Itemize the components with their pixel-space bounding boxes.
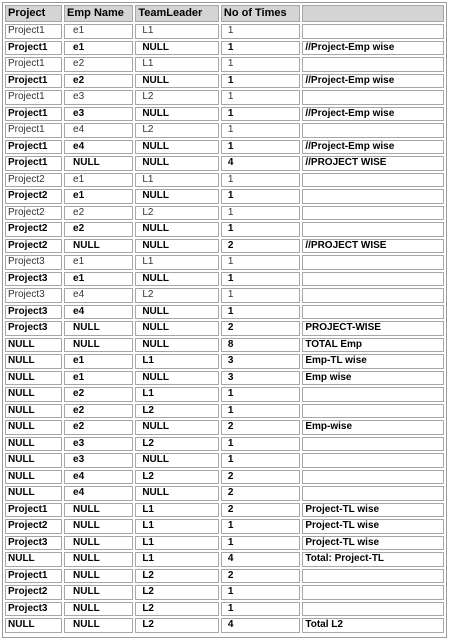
cell-note <box>302 288 444 303</box>
cell-note <box>302 255 444 270</box>
cell-team-leader: L1 <box>135 24 219 39</box>
table-row <box>5 57 444 72</box>
cell-team-leader: L2 <box>135 437 219 452</box>
cell-emp-name: e2 <box>64 206 133 221</box>
cell-no-of-times: 1 <box>221 437 300 452</box>
cell-note <box>302 189 444 204</box>
cell-note: Project-TL wise <box>302 519 444 534</box>
cell-team-leader: NULL <box>135 420 219 435</box>
table-row <box>5 288 444 303</box>
cell-note: Total: Project-TL <box>302 552 444 567</box>
table-row <box>5 305 444 320</box>
table-row <box>5 255 444 270</box>
cell-note <box>302 437 444 452</box>
cell-no-of-times: 2 <box>221 239 300 254</box>
cell-team-leader: NULL <box>135 156 219 171</box>
cell-project: Project3 <box>5 288 62 303</box>
table-row <box>5 189 444 204</box>
table-row <box>5 585 444 600</box>
header-no-of-times: No of Times <box>221 5 300 22</box>
cell-note <box>302 453 444 468</box>
result-table-frame <box>2 2 447 638</box>
table-row <box>5 486 444 501</box>
cell-emp-name: e1 <box>64 255 133 270</box>
header-row <box>5 5 444 22</box>
table-row <box>5 453 444 468</box>
cell-project: Project1 <box>5 74 62 89</box>
cell-project: Project2 <box>5 189 62 204</box>
table-row <box>5 206 444 221</box>
table-body <box>5 24 444 633</box>
cell-emp-name: e1 <box>64 189 133 204</box>
cell-note: Project-TL wise <box>302 503 444 518</box>
cell-no-of-times: 1 <box>221 140 300 155</box>
table-row <box>5 173 444 188</box>
cell-team-leader: L1 <box>135 255 219 270</box>
cell-emp-name: e1 <box>64 354 133 369</box>
cell-project: Project3 <box>5 536 62 551</box>
cell-emp-name: e4 <box>64 288 133 303</box>
cell-no-of-times: 2 <box>221 486 300 501</box>
cell-note: Total L2 <box>302 618 444 633</box>
cell-team-leader: NULL <box>135 272 219 287</box>
cell-note <box>302 305 444 320</box>
table-row <box>5 503 444 518</box>
cell-project: Project2 <box>5 239 62 254</box>
cell-no-of-times: 8 <box>221 338 300 353</box>
cell-no-of-times: 4 <box>221 552 300 567</box>
cell-team-leader: L2 <box>135 569 219 584</box>
table-row <box>5 602 444 617</box>
cell-note: //Project-Emp wise <box>302 74 444 89</box>
cell-team-leader: NULL <box>135 371 219 386</box>
table-row <box>5 272 444 287</box>
cell-emp-name: e4 <box>64 470 133 485</box>
table-row <box>5 140 444 155</box>
cell-note <box>302 585 444 600</box>
header-project: Project <box>5 5 62 22</box>
header-notes <box>302 5 444 22</box>
cell-project: NULL <box>5 371 62 386</box>
cell-emp-name: e3 <box>64 107 133 122</box>
cell-no-of-times: 1 <box>221 453 300 468</box>
cell-no-of-times: 3 <box>221 371 300 386</box>
cell-no-of-times: 1 <box>221 288 300 303</box>
cell-no-of-times: 1 <box>221 222 300 237</box>
cell-no-of-times: 1 <box>221 206 300 221</box>
cell-emp-name: e4 <box>64 486 133 501</box>
cell-emp-name: e2 <box>64 387 133 402</box>
header-emp-name: Emp Name <box>64 5 133 22</box>
cell-team-leader: L1 <box>135 552 219 567</box>
cell-team-leader: L2 <box>135 618 219 633</box>
cell-note: PROJECT-WISE <box>302 321 444 336</box>
cell-team-leader: NULL <box>135 222 219 237</box>
cell-project: Project3 <box>5 272 62 287</box>
cell-note <box>302 24 444 39</box>
cell-no-of-times: 1 <box>221 272 300 287</box>
cell-team-leader: L2 <box>135 206 219 221</box>
table-row <box>5 437 444 452</box>
cell-project: Project1 <box>5 503 62 518</box>
cell-emp-name: e4 <box>64 123 133 138</box>
table-row <box>5 222 444 237</box>
cell-no-of-times: 1 <box>221 74 300 89</box>
cell-note: //PROJECT WISE <box>302 156 444 171</box>
cell-note <box>302 173 444 188</box>
cell-project: Project3 <box>5 602 62 617</box>
cell-project: Project1 <box>5 57 62 72</box>
table-row <box>5 24 444 39</box>
cell-emp-name: e4 <box>64 305 133 320</box>
cell-no-of-times: 1 <box>221 305 300 320</box>
cell-emp-name: e3 <box>64 453 133 468</box>
cell-no-of-times: 1 <box>221 189 300 204</box>
cell-no-of-times: 1 <box>221 173 300 188</box>
cell-emp-name: NULL <box>64 536 133 551</box>
cell-project: Project3 <box>5 305 62 320</box>
table-row <box>5 404 444 419</box>
cell-no-of-times: 1 <box>221 24 300 39</box>
cell-emp-name: NULL <box>64 503 133 518</box>
cell-note <box>302 206 444 221</box>
cell-emp-name: e2 <box>64 57 133 72</box>
cell-project: NULL <box>5 354 62 369</box>
table-row <box>5 371 444 386</box>
cell-emp-name: NULL <box>64 156 133 171</box>
cell-no-of-times: 1 <box>221 57 300 72</box>
cell-project: Project3 <box>5 321 62 336</box>
cell-project: Project2 <box>5 519 62 534</box>
cell-emp-name: e2 <box>64 74 133 89</box>
table-row <box>5 618 444 633</box>
cell-emp-name: NULL <box>64 239 133 254</box>
cell-no-of-times: 3 <box>221 354 300 369</box>
table-row <box>5 387 444 402</box>
cell-team-leader: L1 <box>135 173 219 188</box>
table-row <box>5 156 444 171</box>
cell-no-of-times: 1 <box>221 519 300 534</box>
cell-team-leader: L2 <box>135 404 219 419</box>
cell-note: //Project-Emp wise <box>302 140 444 155</box>
cell-project: Project2 <box>5 585 62 600</box>
cell-project: Project1 <box>5 123 62 138</box>
cell-project: Project2 <box>5 222 62 237</box>
table-row <box>5 74 444 89</box>
cell-emp-name: NULL <box>64 618 133 633</box>
cell-emp-name: e1 <box>64 41 133 56</box>
cell-note: //Project-Emp wise <box>302 107 444 122</box>
cell-project: Project1 <box>5 140 62 155</box>
table-row <box>5 354 444 369</box>
cell-team-leader: NULL <box>135 305 219 320</box>
cell-team-leader: NULL <box>135 453 219 468</box>
cell-project: Project3 <box>5 255 62 270</box>
cell-note <box>302 272 444 287</box>
cell-no-of-times: 1 <box>221 387 300 402</box>
cell-note: Emp-wise <box>302 420 444 435</box>
cell-note <box>302 486 444 501</box>
table-row <box>5 90 444 105</box>
cell-note <box>302 602 444 617</box>
cell-project: NULL <box>5 552 62 567</box>
cell-project: NULL <box>5 420 62 435</box>
cell-project: NULL <box>5 387 62 402</box>
cell-no-of-times: 1 <box>221 255 300 270</box>
table-row <box>5 239 444 254</box>
cell-team-leader: NULL <box>135 486 219 501</box>
cell-emp-name: e3 <box>64 90 133 105</box>
cell-no-of-times: 4 <box>221 618 300 633</box>
cell-emp-name: NULL <box>64 338 133 353</box>
cell-no-of-times: 1 <box>221 404 300 419</box>
cell-emp-name: NULL <box>64 585 133 600</box>
cell-note <box>302 569 444 584</box>
cell-project: NULL <box>5 486 62 501</box>
cell-team-leader: L2 <box>135 585 219 600</box>
table-row <box>5 107 444 122</box>
cell-note <box>302 57 444 72</box>
cell-note: Emp wise <box>302 371 444 386</box>
cell-team-leader: NULL <box>135 74 219 89</box>
table-row <box>5 569 444 584</box>
header-team-leader: TeamLeader <box>135 5 219 22</box>
cell-project: NULL <box>5 437 62 452</box>
table-row <box>5 338 444 353</box>
cell-emp-name: e3 <box>64 437 133 452</box>
cell-team-leader: NULL <box>135 189 219 204</box>
cell-team-leader: NULL <box>135 239 219 254</box>
cell-emp-name: e1 <box>64 371 133 386</box>
cell-no-of-times: 1 <box>221 90 300 105</box>
cell-project: Project1 <box>5 107 62 122</box>
cell-project: Project1 <box>5 156 62 171</box>
cell-emp-name: NULL <box>64 321 133 336</box>
cell-no-of-times: 1 <box>221 41 300 56</box>
cell-team-leader: NULL <box>135 338 219 353</box>
cell-note: //PROJECT WISE <box>302 239 444 254</box>
cell-project: Project1 <box>5 41 62 56</box>
table-row <box>5 123 444 138</box>
cell-team-leader: L2 <box>135 602 219 617</box>
cell-note <box>302 470 444 485</box>
table-row <box>5 536 444 551</box>
cell-project: NULL <box>5 618 62 633</box>
cell-note <box>302 404 444 419</box>
cell-team-leader: L2 <box>135 90 219 105</box>
cell-project: Project1 <box>5 569 62 584</box>
cell-no-of-times: 2 <box>221 321 300 336</box>
cell-team-leader: L1 <box>135 354 219 369</box>
cell-team-leader: NULL <box>135 321 219 336</box>
cell-no-of-times: 2 <box>221 503 300 518</box>
cell-emp-name: NULL <box>64 552 133 567</box>
cell-note: TOTAL Emp <box>302 338 444 353</box>
cell-project: NULL <box>5 404 62 419</box>
table-row <box>5 552 444 567</box>
cell-no-of-times: 1 <box>221 107 300 122</box>
cell-team-leader: L1 <box>135 519 219 534</box>
table-row <box>5 470 444 485</box>
table-row <box>5 519 444 534</box>
cell-team-leader: L1 <box>135 536 219 551</box>
cell-team-leader: NULL <box>135 107 219 122</box>
cell-no-of-times: 2 <box>221 569 300 584</box>
result-table <box>3 3 446 635</box>
cell-project: NULL <box>5 470 62 485</box>
cell-team-leader: L2 <box>135 470 219 485</box>
cell-note <box>302 123 444 138</box>
cell-no-of-times: 1 <box>221 536 300 551</box>
cell-no-of-times: 2 <box>221 420 300 435</box>
cell-project: NULL <box>5 453 62 468</box>
cell-emp-name: NULL <box>64 519 133 534</box>
cell-no-of-times: 2 <box>221 470 300 485</box>
cell-no-of-times: 1 <box>221 123 300 138</box>
cell-emp-name: e1 <box>64 24 133 39</box>
cell-emp-name: e1 <box>64 272 133 287</box>
table-row <box>5 420 444 435</box>
cell-emp-name: e4 <box>64 140 133 155</box>
cell-emp-name: e2 <box>64 404 133 419</box>
cell-team-leader: NULL <box>135 41 219 56</box>
cell-note: Project-TL wise <box>302 536 444 551</box>
cell-emp-name: e2 <box>64 420 133 435</box>
cell-note <box>302 387 444 402</box>
cell-no-of-times: 1 <box>221 585 300 600</box>
cell-no-of-times: 1 <box>221 602 300 617</box>
table-row <box>5 321 444 336</box>
cell-note: //Project-Emp wise <box>302 41 444 56</box>
cell-note <box>302 90 444 105</box>
cell-team-leader: L2 <box>135 288 219 303</box>
cell-project: Project1 <box>5 24 62 39</box>
cell-team-leader: L1 <box>135 387 219 402</box>
cell-no-of-times: 4 <box>221 156 300 171</box>
cell-emp-name: e1 <box>64 173 133 188</box>
cell-project: Project2 <box>5 173 62 188</box>
cell-emp-name: e2 <box>64 222 133 237</box>
cell-note: Emp-TL wise <box>302 354 444 369</box>
cell-team-leader: L1 <box>135 57 219 72</box>
cell-team-leader: NULL <box>135 140 219 155</box>
cell-project: NULL <box>5 338 62 353</box>
cell-emp-name: NULL <box>64 602 133 617</box>
cell-emp-name: NULL <box>64 569 133 584</box>
cell-team-leader: L1 <box>135 503 219 518</box>
cell-note <box>302 222 444 237</box>
cell-project: Project2 <box>5 206 62 221</box>
cell-team-leader: L2 <box>135 123 219 138</box>
table-row <box>5 41 444 56</box>
cell-project: Project1 <box>5 90 62 105</box>
